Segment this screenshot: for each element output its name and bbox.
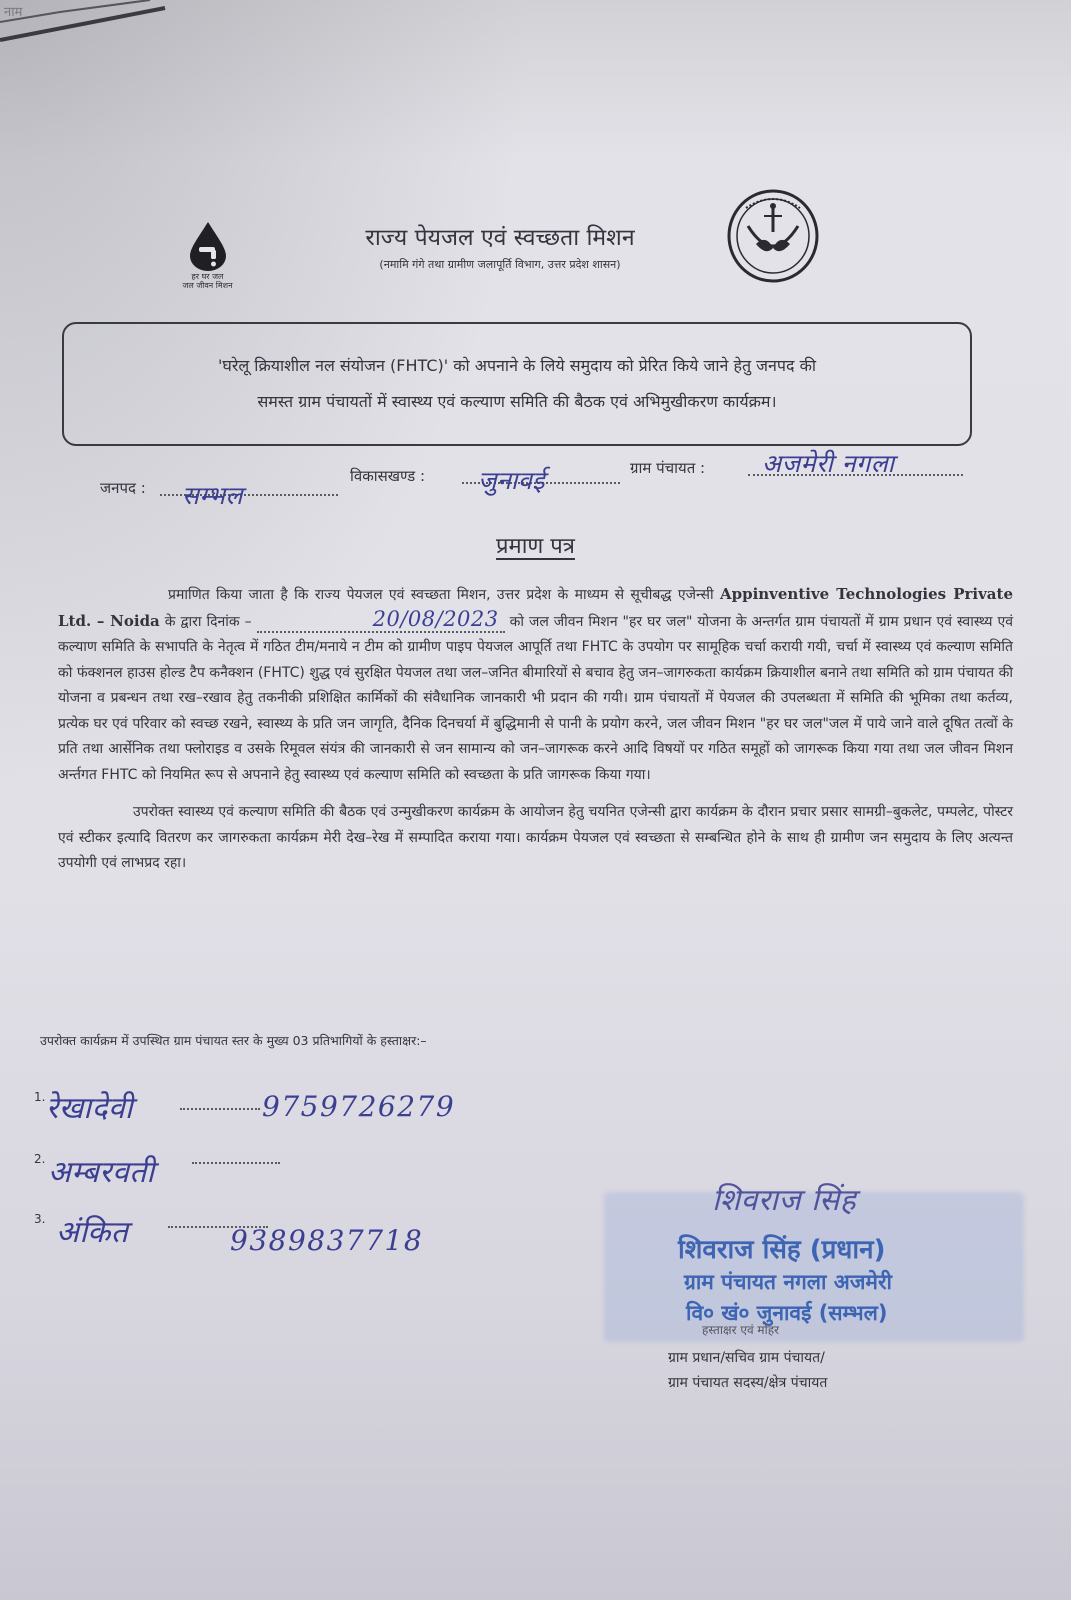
signatory-1-number: 1. <box>34 1090 46 1104</box>
block-label: विकासखण्ड : <box>350 467 426 485</box>
date-dotted-field <box>257 606 505 633</box>
body-paragraph-1 <box>58 582 1013 788</box>
programme-title-line-2: समस्त ग्राम पंचायतों में स्वास्थ्य एवं कल्याण समिति की बैठक एवं अभिमुखीकरण कार्यक्रम। <box>257 392 777 411</box>
logo-line-2: जल जीवन मिशन <box>182 281 233 290</box>
mission-title: राज्य पेयजल एवं स्वच्छता मिशन <box>365 225 635 251</box>
signatory-3-phone: 9389837718 <box>230 1224 424 1257</box>
certificate-body <box>58 582 1013 877</box>
signatory-1-dotted-line <box>180 1108 260 1110</box>
signatory-2-dotted-line <box>192 1162 280 1164</box>
har-ghar-jal-logo <box>160 220 255 290</box>
district-value: सम्भल <box>182 481 243 510</box>
water-drop-tap-icon <box>186 220 230 272</box>
signatory-2-name: अम्बरवती <box>48 1155 155 1190</box>
corner-fragment-text: नाम <box>4 5 23 20</box>
stamp-gram-panchayat: ग्राम पंचायत नगला अजमेरी <box>684 1270 892 1294</box>
certificate-heading <box>0 530 1071 560</box>
up-emblem-icon <box>726 186 820 284</box>
signatory-2-number: 2. <box>34 1152 46 1166</box>
gram-panchayat-label: ग्राम पंचायत : <box>630 459 706 477</box>
p1-intro: प्रमाणित किया जाता है कि राज्य पेयजल एवं स्वच्छता मिशन, उत्तर प्रदेश के माध्यम से सूचीबद्ध एजेन्सी <box>168 587 714 603</box>
designation-line-2: ग्राम पंचायत सदस्य/क्षेत्र पंचायत <box>668 1375 828 1391</box>
designation-line-1: ग्राम प्रधान/सचिव ग्राम पंचायत/ <box>668 1350 825 1366</box>
gram-panchayat-value: अजमेरी नगला <box>762 449 895 478</box>
programme-title-line-1: 'घरेलू क्रियाशील नल संयोजन (FHTC)' को अपनाने के लिये समुदाय को प्रेरित किये जाने हेतु जनपद की <box>217 356 817 375</box>
programme-title-box <box>62 322 972 446</box>
stamp-name: शिवराज सिंह (प्रधान) <box>678 1235 886 1265</box>
body-paragraph-2: उपरोक्त स्वास्थ्य एवं कल्याण समिति की बैठक एवं उन्मुखीकरण कार्यक्रम के आयोजन हेतु चयनित एजेन्सी द्वारा कार्यक्रम के दौरान प्रचार प्रसार सामग्री–बुकलेट, पम्पलेट, पोस्टर एवं स्टीकर इत्यादि वितरण कर जागरुकता कार्यक्रम मेरी देख–रेख में सम्पादित कराया गया। कार्यक्रम पेयजल एवं स्वच्छता से सम्बन्धित होने के साथ ही ग्रामीण जन समुदाय के लिए अत्यन्त उपयोगी एवं लाभप्रद रहा। <box>58 804 1013 871</box>
mission-subtitle: (नमामि गंगे तथा ग्रामीण जलापूर्ति विभाग, उत्तर प्रदेश शासन) <box>379 258 621 271</box>
signatories-intro: उपरोक्त कार्यक्रम में उपस्थित ग्राम पंचायत स्तर के मुख्य 03 प्रतिभागियों के हस्ताक्षर:– <box>40 1033 427 1048</box>
corner-fragment-lines <box>0 0 180 45</box>
logo-line-1: हर घर जल <box>191 272 224 281</box>
signature-and-seal-caption: हस्ताक्षर एवं मोहर <box>702 1323 780 1337</box>
signatory-1-name: रेखादेवी <box>46 1091 133 1126</box>
stamp-block-district: वि० खं० जुनावई (सम्भल) <box>686 1301 888 1325</box>
pradhan-signature: शिवराज सिंह <box>712 1183 857 1218</box>
signatory-1-phone: 9759726279 <box>262 1090 456 1123</box>
agency-name: Appinventive Technologies Private Ltd. – Noida <box>58 585 1013 630</box>
district-label: जनपद : <box>100 479 146 497</box>
block-value: जुनावई <box>478 466 546 495</box>
certificate-heading-text: प्रमाण पत्र <box>496 534 575 559</box>
p1-before-date: के द्वारा दिनांक – <box>164 613 252 630</box>
signatory-3-name: अंकित <box>56 1215 129 1250</box>
p1-rest: को जल जीवन मिशन "हर घर जल" योजना के अन्तर्गत ग्राम पंचायतों में ग्राम प्रधान एवं स्वास्थ्य एवं कल्याण समिति के सभापति के नेतृत्व में गठित टीम/मनाये न टीम को ग्रामीण पाइप पेयजल आपूर्ति तथा FHTC के उपयोग पर सामूहिक चर्चा करायी गयी, चर्चा में स्वास्थ्य एवं कल्याण समिति को फंक्शनल हाउस होल्ड टैप कनैक्शन (FHTC) शुद्ध एवं सुरक्षित पेयजल तथा जल–जनित बीमारियों से बचाव हेतु जन–जागरुकता कार्यक्रम क्रियाशील बनाने तथा समिति को ग्राम पंचायत की योजना व प्रबन्धन तथा रख–रखाव हेतु तकनीकी प्रशिक्षित कार्मिकों की संवैधानिक जानकारी भी प्रदान की गयी। ग्राम पंचायतों में पेयजल की उपलब्धता में समिति की भूमिका तथा कर्तव्य, प्रत्येक घर एवं परिवार को स्वच्छ रखने, स्वास्थ्य के प्रति जन जागृति, दैनिक दिनचर्या में बुद्धिमानी से पानी के प्रयोग करने, जल जीवन मिशन "हर घर जल"जल में पाये जाने वाले दूषित तत्वों के प्रति तथा आर्सेनिक तथा फ्लोराइड व उसके रिमूवल संयंत्र की जानकारी से जन सामान्य को जन–जागरूक करने आदि विषयों पर गठित समूहों को जागरूक किया गया तथा जल जीवन मिशन अर्न्तगत FHTC को नियमित रूप से अपनाने हेतु स्वास्थ्य एवं कल्याण समिति को स्वच्छता के प्रति जागरूक किया गया। <box>58 613 1014 783</box>
programme-date: 20/08/2023 <box>372 606 499 631</box>
signatory-3-number: 3. <box>34 1212 46 1226</box>
